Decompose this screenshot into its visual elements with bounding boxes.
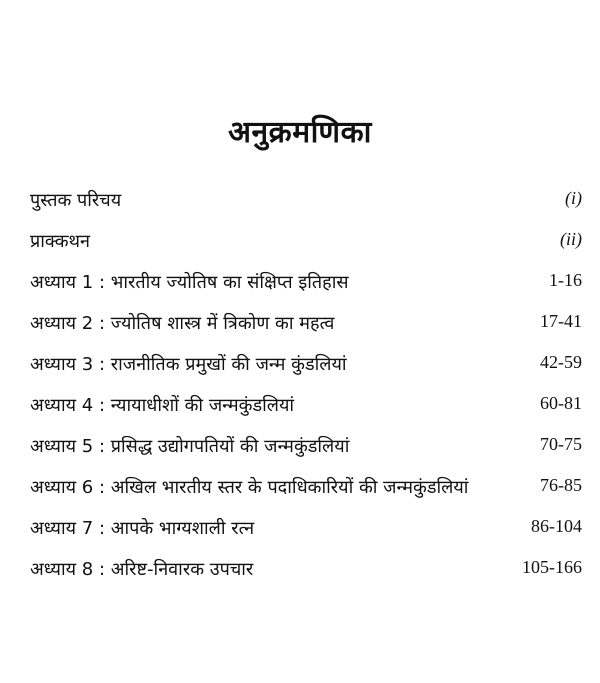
toc-entry-book-intro [30,180,582,221]
toc-entry-page: 76-85 [540,475,582,495]
toc-entry-page: 70-75 [540,434,582,454]
toc-entry-chapter-3 [30,344,582,385]
toc-entry-label: अध्याय 8 : अरिष्ट-निवारक उपचार [30,559,254,580]
toc-entry-label: अध्याय 7 : आपके भाग्यशाली रत्न [30,518,255,539]
toc-entry-page: 17-41 [540,311,582,331]
toc-entry-page: (i) [565,188,582,208]
toc-entry-label: अध्याय 3 : राजनीतिक प्रमुखों की जन्म कुंडलियां [30,354,347,375]
toc-entry-chapter-2 [30,303,582,344]
toc-entry-page: 86-104 [531,516,582,536]
toc-entry-label: अध्याय 5 : प्रसिद्ध उद्योगपतियों की जन्मकुंडलियां [30,436,350,457]
toc-entry-label: प्राक्कथन [30,231,91,252]
table-of-contents [30,180,582,590]
toc-entry-page: 60-81 [540,393,582,413]
toc-entry-label: पुस्तक परिचय [30,190,122,211]
toc-entry-label: अध्याय 6 : अखिल भारतीय स्तर के पदाधिकारियों की जन्मकुंडलियां [30,477,469,498]
page-title: अनुक्रमणिका [228,115,372,150]
toc-entry-preface [30,221,582,262]
toc-entry-label: अध्याय 2 : ज्योतिष शास्त्र में त्रिकोण का महत्व [30,313,335,334]
toc-entry-chapter-7 [30,508,582,549]
toc-entry-chapter-5 [30,426,582,467]
toc-entry-chapter-8 [30,549,582,590]
toc-entry-page: 105-166 [522,557,582,577]
toc-entry-page: 1-16 [549,270,582,290]
toc-entry-page: (ii) [560,229,582,249]
toc-entry-label: अध्याय 1 : भारतीय ज्योतिष का संक्षिप्त इतिहास [30,272,349,293]
toc-entry-page: 42-59 [540,352,582,372]
toc-entry-chapter-6 [30,467,582,508]
toc-entry-chapter-4 [30,385,582,426]
toc-entry-label: अध्याय 4 : न्यायाधीशों की जन्मकुंडलियां [30,395,295,416]
toc-entry-chapter-1 [30,262,582,303]
